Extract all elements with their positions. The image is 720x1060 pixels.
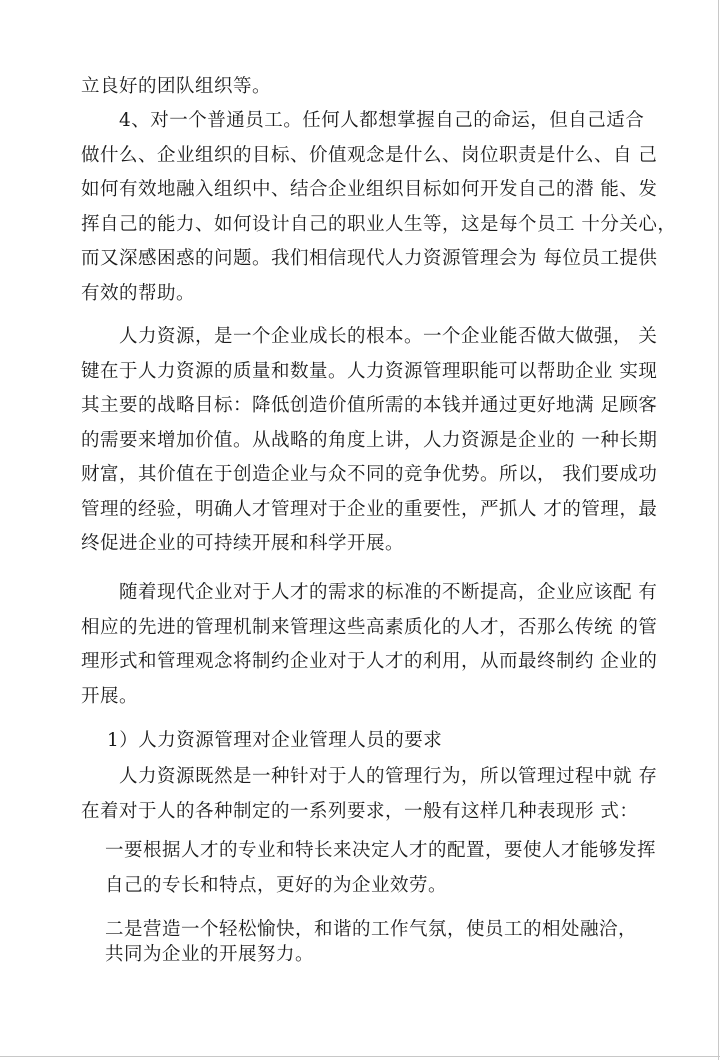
section-heading: 1）人力资源管理对企业管理人员的要求 [107,730,443,751]
text-line: 共同为企业的开展努力。 [105,944,315,965]
text-line: 如何有效地融入组织中、结合企业组织目标如何开发自己的潜 能、发 [81,179,658,200]
text-line: 在着对于人的各种制定的一系列要求，一般有这样几种表现形 式： [81,801,639,822]
text-line: 键在于人力资源的质量和数量。人力资源管理职能可以帮助企业 实现 [81,361,658,382]
text-line: 终促进企业的可持续开展和科学开展。 [81,533,405,554]
text-line: 其主要的战略目标：降低创造价值所需的本钱并通过更好地满 足顾客 [81,395,658,416]
text-line: 人力资源既然是一种针对于人的管理行为，所以管理过程中就 存 [119,766,658,787]
text-line: 一要根据人才的专业和特长来决定人才的配置，要使人才能够发挥 [105,840,657,861]
text-line: 立良好的团队组织等。 [81,76,272,97]
text-line: 管理的经验，明确人才管理对于企业的重要性，严抓人 才的管理，最 [81,499,658,520]
page-edge-bottom [0,1056,720,1057]
text-line: 4、对一个普通员工。任何人都想掌握自己的命运，但自己适合 [119,110,645,131]
text-line: 二是营造一个轻松愉快，和谐的工作气氛，使员工的相处融洽， [105,919,638,940]
text-line: 相应的先进的管理机制来管理这些高素质化的人才，否那么传统 的管 [81,617,658,638]
text-line: 理形式和管理观念将制约企业对于人才的利用，从而最终制约 企业的 [81,651,658,672]
text-line: 挥自己的能力、如何设计自己的职业人生等，这是每个员工 十分关心， [81,214,677,235]
page-edge-right [718,0,719,1060]
text-line: 人力资源，是一个企业成长的根本。一个企业能否做大做强， 关 [119,326,658,347]
text-line: 随着现代企业对于人才的需求的标准的不断提高，企业应该配 有 [119,582,658,603]
text-line: 做什么、企业组织的目标、价值观念是什么、岗位职责是什么、自 己 [81,145,658,166]
text-line: 财富，其价值在于创造企业与众不同的竞争优势。所以， 我们要成功 [81,464,658,485]
text-line: 的需要来增加价值。从战略的角度上讲，人力资源是企业的 一种长期 [81,430,658,451]
text-line: 有效的帮助。 [81,283,196,304]
text-line: 开展。 [81,686,139,707]
text-line: 自己的专长和特点，更好的为企业效劳。 [105,875,448,896]
text-line: 而又深感困惑的问题。我们相信现代人力资源管理会为 每位员工提供 [81,248,658,269]
